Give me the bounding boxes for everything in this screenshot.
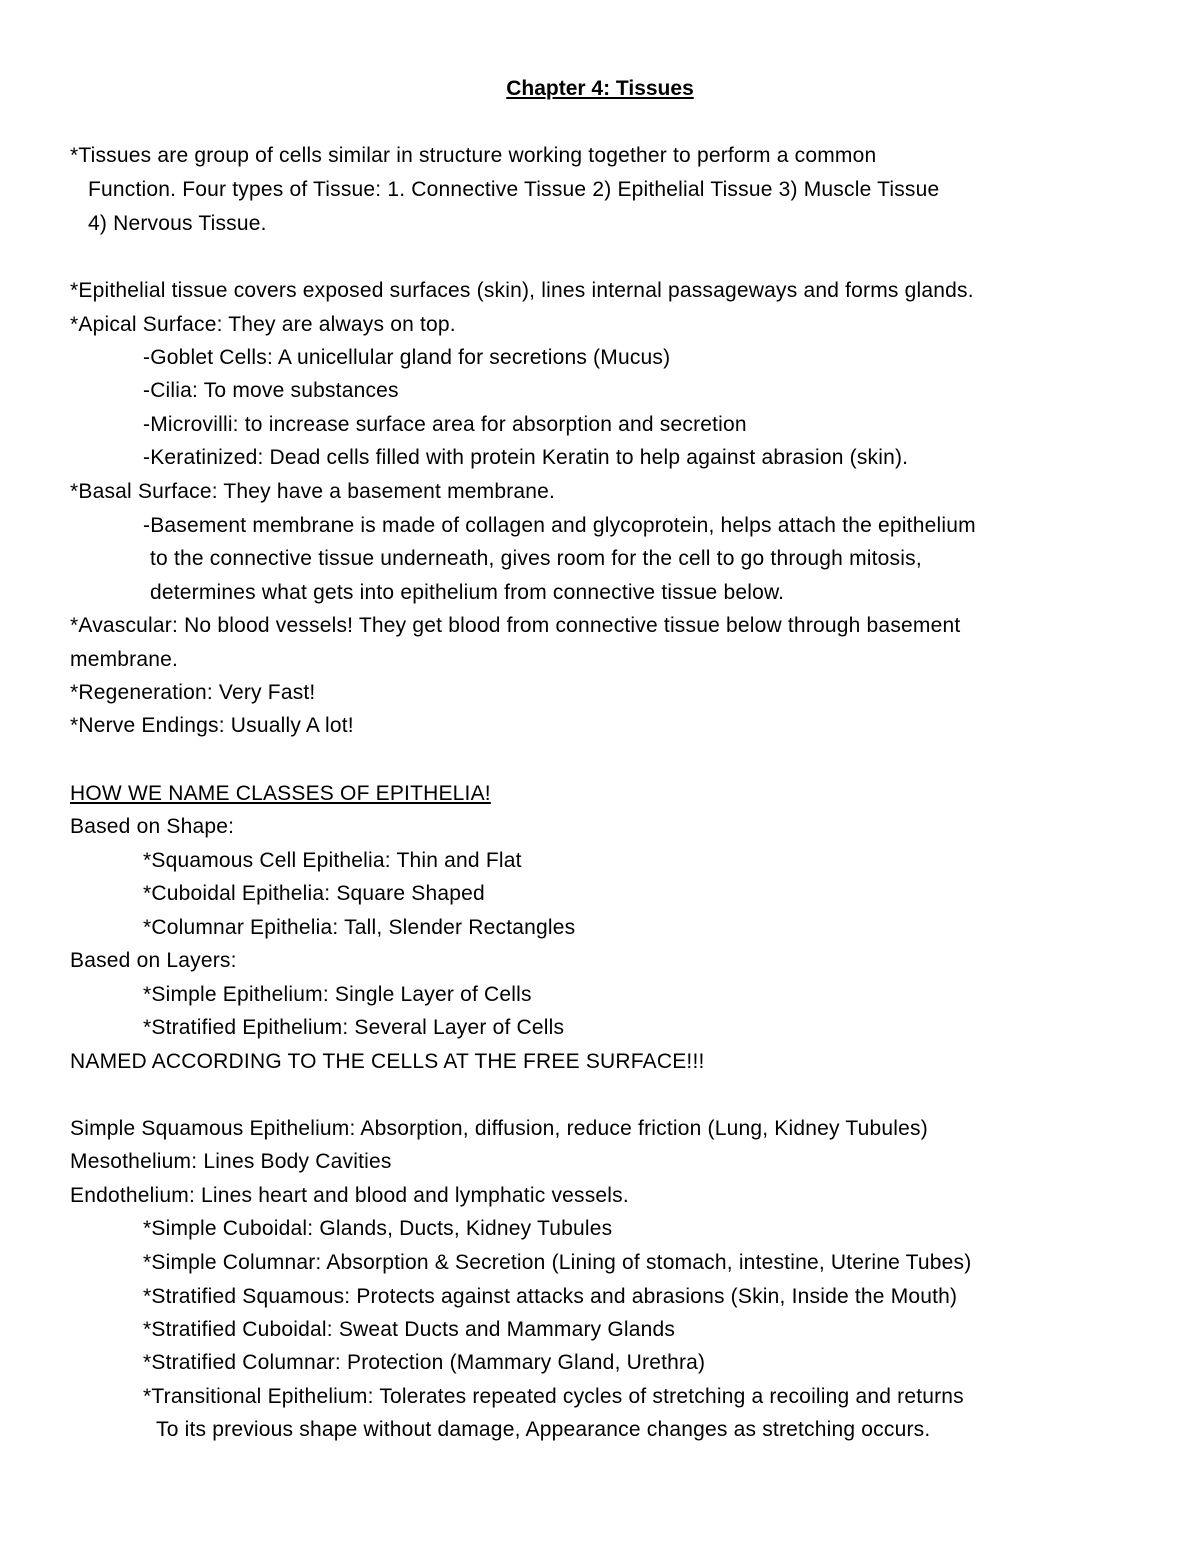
section-heading-naming-classes: HOW WE NAME CLASSES OF EPITHELIA! xyxy=(70,782,491,805)
squamous-line: *Squamous Cell Epithelia: Thin and Flat xyxy=(143,849,522,872)
simple-columnar-line: *Simple Columnar: Absorption & Secretion (Lining of stomach, intestine, Uterine Tubes) xyxy=(143,1251,972,1274)
tissues-definition-line-2: Function. Four types of Tissue: 1. Connective Tissue 2) Epithelial Tissue 3) Muscle Tissue xyxy=(88,178,940,201)
apical-surface-line: *Apical Surface: They are always on top. xyxy=(70,313,456,336)
microvilli-line: -Microvilli: to increase surface area for absorption and secretion xyxy=(143,413,747,436)
epithelial-tissue-line: *Epithelial tissue covers exposed surfaces (skin), lines internal passageways and forms glands. xyxy=(70,279,974,302)
naming-rule-line: NAMED ACCORDING TO THE CELLS AT THE FREE SURFACE!!! xyxy=(70,1050,705,1073)
columnar-line: *Columnar Epithelia: Tall, Slender Rectangles xyxy=(143,916,576,939)
simple-squamous-line: Simple Squamous Epithelium: Absorption, diffusion, reduce friction (Lung, Kidney Tubules) xyxy=(70,1117,928,1140)
cilia-line: -Cilia: To move substances xyxy=(143,379,399,402)
transitional-epithelium-line-2: To its previous shape without damage, Appearance changes as stretching occurs. xyxy=(156,1418,931,1441)
page-title xyxy=(0,74,1200,104)
avascular-line-2: membrane. xyxy=(70,648,179,671)
based-on-shape-heading: Based on Shape: xyxy=(70,815,235,838)
endothelium-line: Endothelium: Lines heart and blood and lymphatic vessels. xyxy=(70,1184,629,1207)
simple-epithelium-line: *Simple Epithelium: Single Layer of Cells xyxy=(143,983,532,1006)
stratified-cuboidal-line: *Stratified Cuboidal: Sweat Ducts and Mammary Glands xyxy=(143,1318,676,1341)
keratinized-line: -Keratinized: Dead cells filled with protein Keratin to help against abrasion (skin). xyxy=(143,446,909,469)
page-title-text: Chapter 4: Tissues xyxy=(506,77,694,100)
goblet-cells-line: -Goblet Cells: A unicellular gland for secretions (Mucus) xyxy=(143,346,671,369)
stratified-columnar-line: *Stratified Columnar: Protection (Mammary Gland, Urethra) xyxy=(143,1351,706,1374)
regeneration-line: *Regeneration: Very Fast! xyxy=(70,681,316,704)
cuboidal-line: *Cuboidal Epithelia: Square Shaped xyxy=(143,882,485,905)
basement-membrane-line-2: to the connective tissue underneath, gives room for the cell to go through mitosis, xyxy=(150,547,922,570)
tissues-definition-line-3: 4) Nervous Tissue. xyxy=(88,212,267,235)
nerve-endings-line: *Nerve Endings: Usually A lot! xyxy=(70,714,354,737)
simple-cuboidal-line: *Simple Cuboidal: Glands, Ducts, Kidney Tubules xyxy=(143,1217,613,1240)
mesothelium-line: Mesothelium: Lines Body Cavities xyxy=(70,1150,392,1173)
stratified-squamous-line: *Stratified Squamous: Protects against attacks and abrasions (Skin, Inside the Mouth) xyxy=(143,1285,958,1308)
transitional-epithelium-line-1: *Transitional Epithelium: Tolerates repeated cycles of stretching a recoiling and returns xyxy=(143,1385,964,1408)
basement-membrane-line-1: -Basement membrane is made of collagen and glycoprotein, helps attach the epithelium xyxy=(143,514,976,537)
basement-membrane-line-3: determines what gets into epithelium from connective tissue below. xyxy=(150,581,785,604)
stratified-epithelium-line: *Stratified Epithelium: Several Layer of Cells xyxy=(143,1016,565,1039)
basal-surface-line: *Basal Surface: They have a basement membrane. xyxy=(70,480,556,503)
based-on-layers-heading: Based on Layers: xyxy=(70,949,237,972)
tissues-definition-line-1: *Tissues are group of cells similar in structure working together to perform a common xyxy=(70,144,877,167)
avascular-line-1: *Avascular: No blood vessels! They get blood from connective tissue below through basement xyxy=(70,614,961,637)
